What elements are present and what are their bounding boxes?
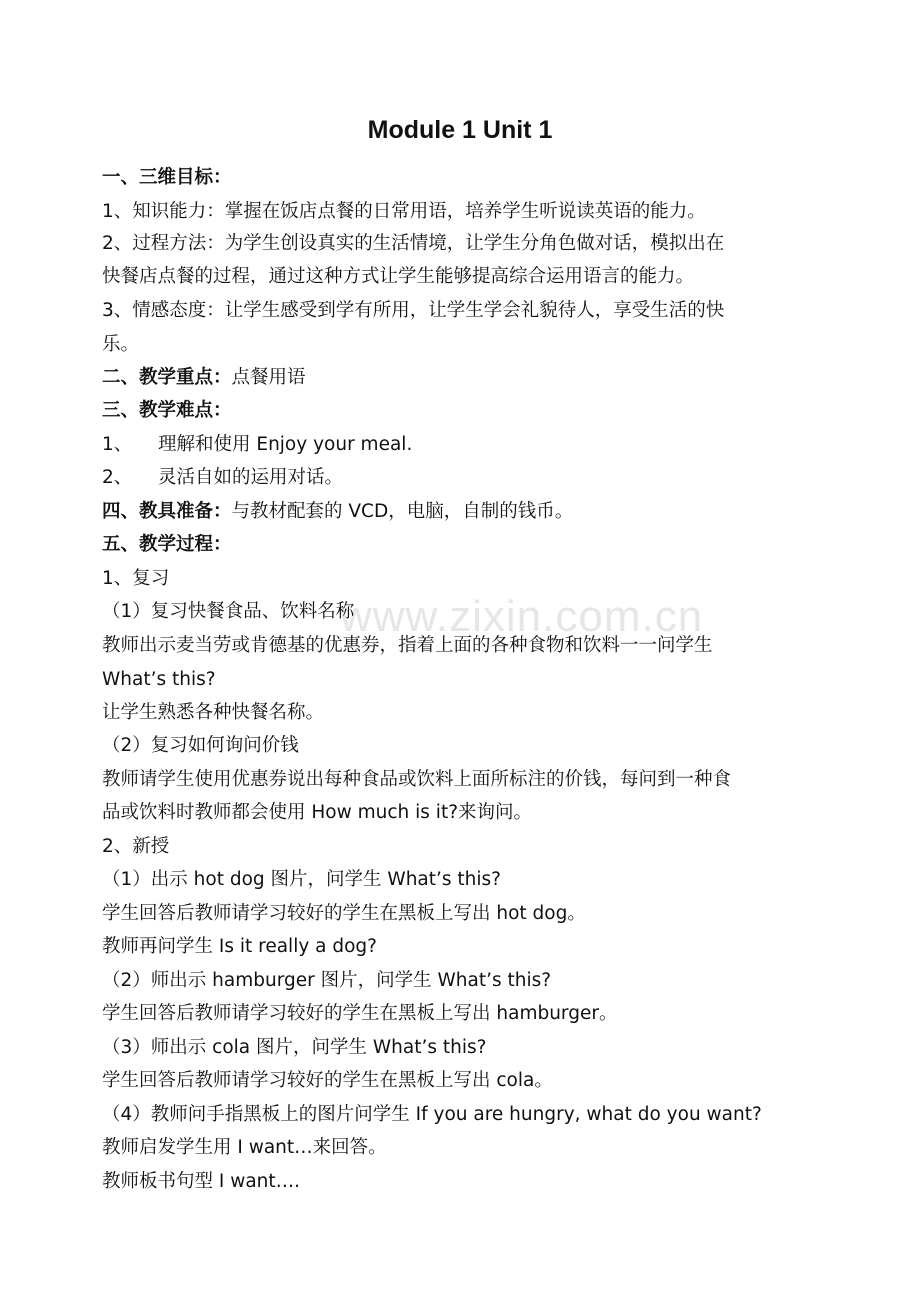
paragraph-line: 乐。 xyxy=(102,334,140,355)
paragraph-line: （1）出示 hot dog 图片，问学生 What’s this? xyxy=(102,869,501,890)
paragraph-line: 让学生熟悉各种快餐名称。 xyxy=(102,702,325,723)
list-item-text: 灵活自如的运用对话。 xyxy=(158,467,344,488)
paragraph-line: （2）复习如何询问价钱 xyxy=(102,735,299,756)
list-item xyxy=(102,463,822,493)
paragraph-line: 教师请学生使用优惠券说出每种食品或饮料上面所标注的价钱，每问到一种食 xyxy=(102,769,732,790)
page-title: Module 1 Unit 1 xyxy=(367,116,553,144)
list-item xyxy=(102,430,822,460)
list-item-number: 1、 xyxy=(102,434,133,455)
list-item-number: 2、 xyxy=(102,467,133,488)
materials-text: 与教材配套的 VCD，电脑，自制的钱币。 xyxy=(231,501,574,522)
paragraph-line: （3）师出示 cola 图片，问学生 What’s this? xyxy=(102,1037,487,1058)
section-heading-key-points: 二、教学重点： xyxy=(102,367,232,388)
section-heading-materials: 四、教具准备： xyxy=(102,501,232,522)
paragraph-line: 教师再问学生 Is it really a dog? xyxy=(102,936,377,957)
paragraph-line: 学生回答后教师请学习较好的学生在黑板上写出 cola。 xyxy=(102,1070,553,1091)
section-heading-objectives: 一、三维目标： xyxy=(102,167,232,188)
list-item-text: 理解和使用 Enjoy your meal. xyxy=(158,434,413,455)
paragraph-line: 1、复习 xyxy=(102,568,170,589)
paragraph-line: 3、情感态度：让学生感受到学有所用，让学生学会礼貌待人，享受生活的快 xyxy=(102,300,725,321)
section-heading-process: 五、教学过程： xyxy=(102,534,232,555)
paragraph-line: 教师出示麦当劳或肯德基的优惠券，指着上面的各种食物和饮料一一问学生 xyxy=(102,635,713,656)
paragraph-line: （1）复习快餐食品、饮料名称 xyxy=(102,601,355,622)
paragraph-line: 2、新授 xyxy=(102,836,170,857)
section-materials xyxy=(102,497,822,527)
paragraph-line: What’s this? xyxy=(102,669,216,690)
paragraph-line: 教师启发学生用 I want…来回答。 xyxy=(102,1137,387,1158)
section-heading-difficulties: 三、教学难点： xyxy=(102,400,232,421)
paragraph-line: 教师板书句型 I want…. xyxy=(102,1171,301,1192)
paragraph-line: 品或饮料时教师都会使用 How much is it?来询问。 xyxy=(102,802,533,823)
paragraph-line: 快餐店点餐的过程，通过这种方式让学生能够提高综合运用语言的能力。 xyxy=(102,266,695,287)
paragraph-line: （4）教师问手指黑板上的图片问学生 If you are hungry, what do you want? xyxy=(102,1104,762,1125)
paragraph-line: 2、过程方法：为学生创设真实的生活情境，让学生分角色做对话，模拟出在 xyxy=(102,233,725,254)
watermark: www.zixin.com.cn xyxy=(340,592,704,641)
paragraph-line: 1、知识能力：掌握在饭店点餐的日常用语，培养学生听说读英语的能力。 xyxy=(102,201,706,222)
section-key-points xyxy=(102,363,822,393)
paragraph-line: 学生回答后教师请学习较好的学生在黑板上写出 hot dog。 xyxy=(102,903,586,924)
paragraph-line: （2）师出示 hamburger 图片，问学生 What’s this? xyxy=(102,970,552,991)
paragraph-line: 学生回答后教师请学习较好的学生在黑板上写出 hamburger。 xyxy=(102,1003,618,1024)
key-points-text: 点餐用语 xyxy=(231,367,306,388)
